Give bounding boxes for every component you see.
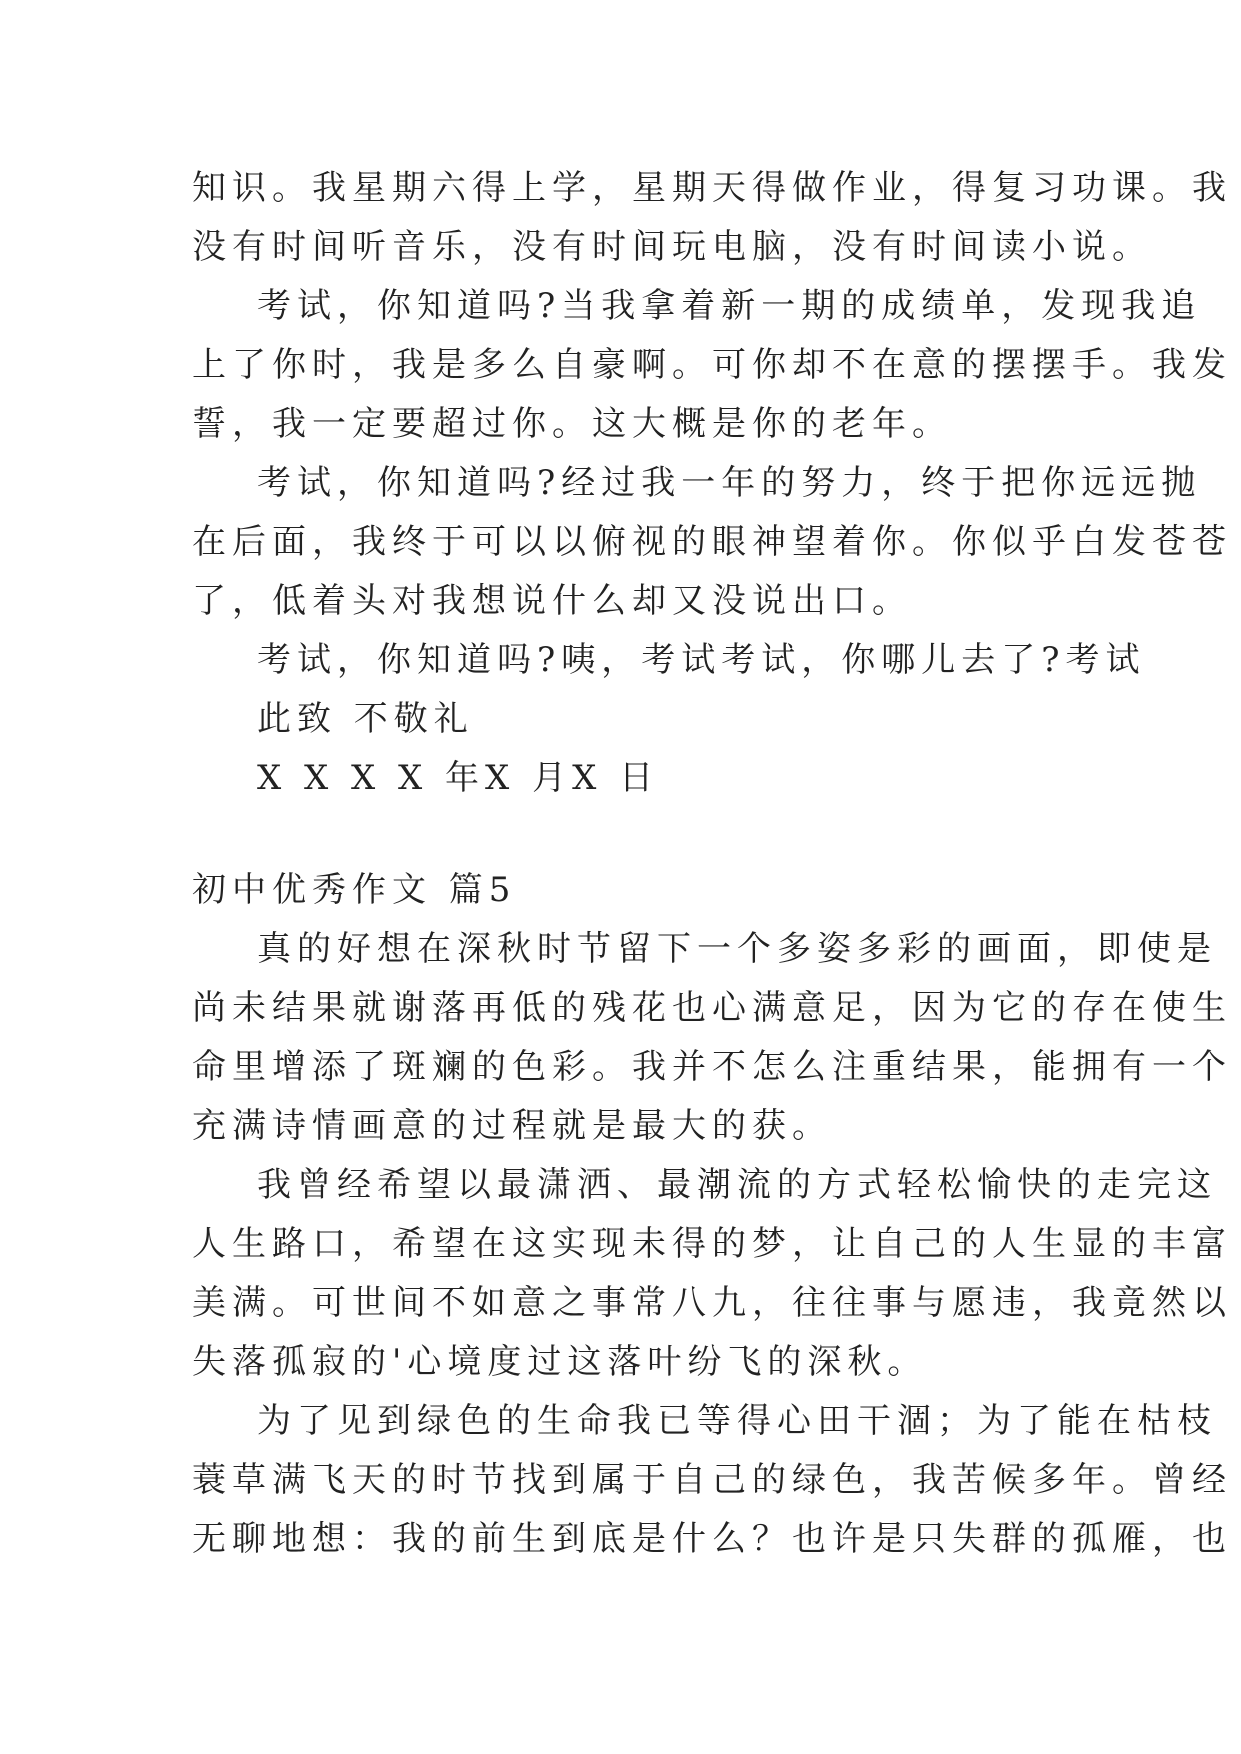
text-line: 命里增添了斑斓的色彩。我并不怎么注重结果，能拥有一个 [192,1047,1232,1087]
closing-line: 此致 不敬礼 [257,699,474,739]
text-line: 考试，你知道吗?咦，考试考试，你哪儿去了?考试 [257,640,1146,680]
text-line: 人生路口，希望在这实现未得的梦，让自己的人生显的丰富 [192,1224,1232,1264]
text-line: 充满诗情画意的过程就是最大的获。 [192,1106,832,1146]
text-line: 我曾经希望以最潇洒、最潮流的方式轻松愉快的走完这 [257,1165,1217,1205]
text-line: 考试，你知道吗?当我拿着新一期的成绩单，发现我追 [257,286,1202,326]
text-line: 蓑草满飞天的时节找到属于自己的绿色，我苦候多年。曾经 [192,1460,1232,1500]
text-line: 失落孤寂的'心境度过这落叶纷飞的深秋。 [192,1342,928,1382]
text-line: 为了见到绿色的生命我已等得心田干涸；为了能在枯枝 [257,1401,1217,1441]
text-line: 誓，我一定要超过你。这大概是你的老年。 [192,404,952,444]
text-line: 知识。我星期六得上学，星期天得做作业，得复习功课。我 [192,168,1232,208]
text-line: 真的好想在深秋时节留下一个多姿多彩的画面，即使是 [257,929,1217,969]
text-line: 在后面，我终于可以以俯视的眼神望着你。你似乎白发苍苍 [192,522,1232,562]
text-line: 美满。可世间不如意之事常八九，往往事与愿违，我竟然以 [192,1283,1232,1323]
text-line: 尚未结果就谢落再低的残花也心满意足，因为它的存在使生 [192,988,1232,1028]
text-line: 上了你时，我是多么自豪啊。可你却不在意的摆摆手。我发 [192,345,1232,385]
text-line: 考试，你知道吗?经过我一年的努力，终于把你远远抛 [257,463,1202,503]
text-line: 无聊地想：我的前生到底是什么？也许是只失群的孤雁，也 [192,1519,1232,1559]
text-line: 了，低着头对我想说什么却又没说出口。 [192,581,912,621]
section-heading: 初中优秀作文 篇5 [192,870,517,910]
text-line: 没有时间听音乐，没有时间玩电脑，没有时间读小说。 [192,227,1152,267]
date-line: X X X X 年X 月X 日 [257,758,660,798]
